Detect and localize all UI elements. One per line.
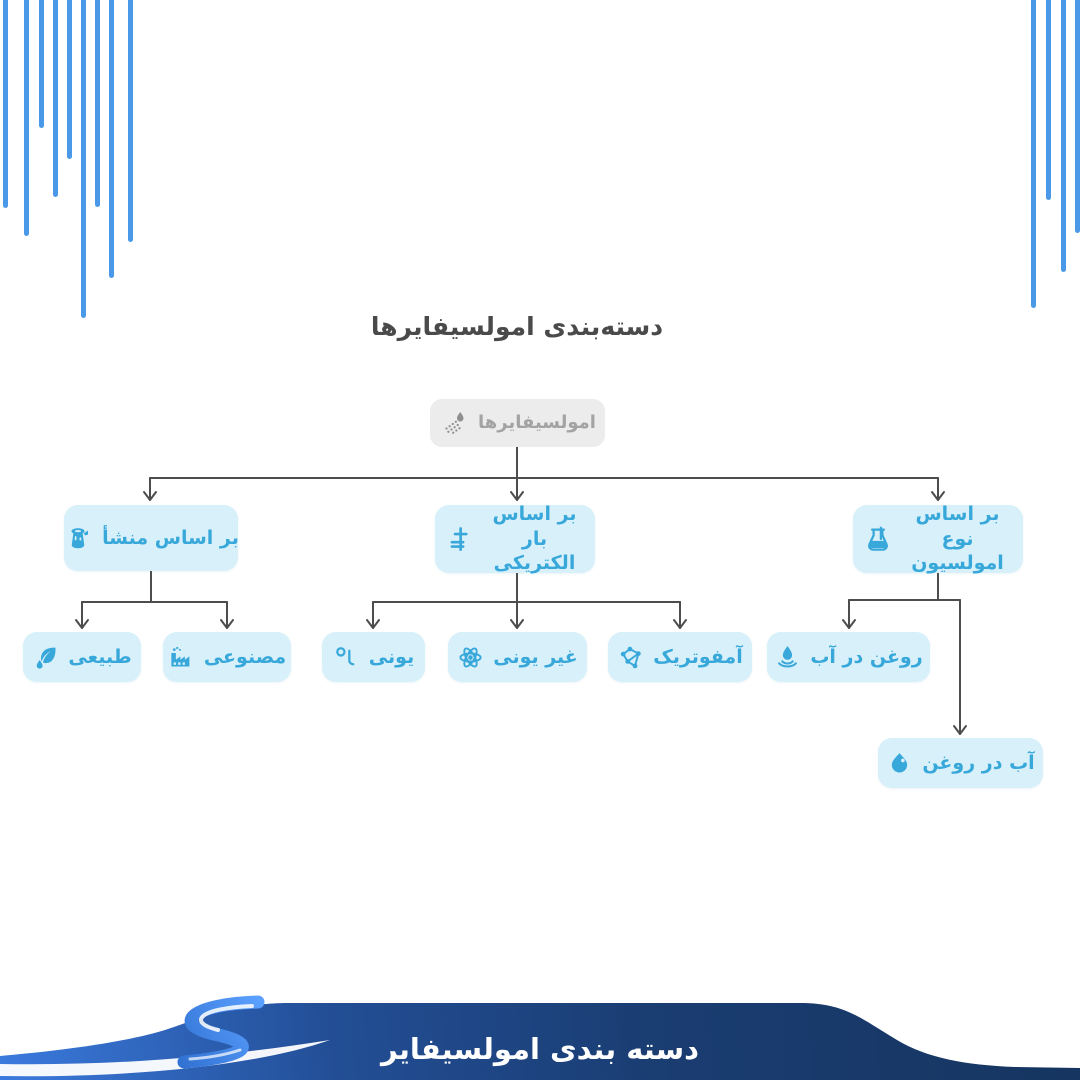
- node-label: روغن در آب: [810, 645, 923, 668]
- node-label: مصنوعی: [203, 645, 287, 668]
- plus-minus-icon: [445, 524, 475, 554]
- node-leaf-ionic: [322, 632, 425, 682]
- decorative-line: [128, 0, 133, 242]
- footer-title: دسته بندی امولسیفایر: [380, 1032, 700, 1066]
- node-branch-origin: [64, 505, 238, 571]
- spray-icon: [439, 408, 469, 438]
- node-emulsifiers-root: [430, 399, 605, 447]
- decorative-line: [53, 0, 58, 197]
- node-leaf-synthetic: [163, 632, 291, 682]
- node-label: امولسیفایرها: [478, 412, 596, 434]
- decorative-line: [1075, 0, 1080, 233]
- decorative-line: [1031, 0, 1036, 308]
- leaf-drop-icon: [32, 644, 59, 671]
- node-label: بر اساس نوع امولسیون: [911, 502, 1004, 575]
- factory-icon: [168, 644, 195, 671]
- node-label: یونی: [368, 645, 415, 668]
- decorative-line: [109, 0, 114, 278]
- node-label: طبیعی: [68, 645, 132, 668]
- decorative-line: [24, 0, 29, 236]
- water-drop-waves-icon: [774, 644, 801, 671]
- decorative-line: [39, 0, 44, 128]
- decorative-line: [1061, 0, 1066, 272]
- decorative-line: [1046, 0, 1051, 200]
- ion-icon: [333, 644, 360, 671]
- node-label: آب در روغن: [922, 751, 1035, 774]
- tree-stump-icon: [63, 523, 93, 553]
- decorative-line: [3, 0, 8, 208]
- node-label: غیر یونی: [493, 645, 578, 668]
- decorative-line: [95, 0, 100, 207]
- node-label: بر اساس منشأ: [102, 526, 239, 549]
- node-leaf-amphoteric: [608, 632, 752, 682]
- node-label: بر اساس بار الکتریکی: [492, 502, 577, 575]
- page-title: دسته‌بندی امولسیفایرها: [370, 312, 664, 341]
- node-branch-emulsion-type: [853, 502, 1023, 575]
- node-branch-electric-charge: [435, 502, 595, 575]
- node-leaf-natural: [23, 632, 141, 682]
- atom-icon: [457, 644, 484, 671]
- molecule-icon: [617, 644, 644, 671]
- beaker-icon: [863, 524, 893, 554]
- oil-drop-icon: [886, 750, 913, 777]
- node-label: آمفوتریک: [653, 645, 743, 668]
- node-leaf-nonionic: [448, 632, 587, 682]
- node-leaf-oil-in-water: [767, 632, 930, 682]
- decorative-line: [67, 0, 72, 159]
- decorative-line: [81, 0, 86, 318]
- node-leaf-water-in-oil: [878, 738, 1043, 788]
